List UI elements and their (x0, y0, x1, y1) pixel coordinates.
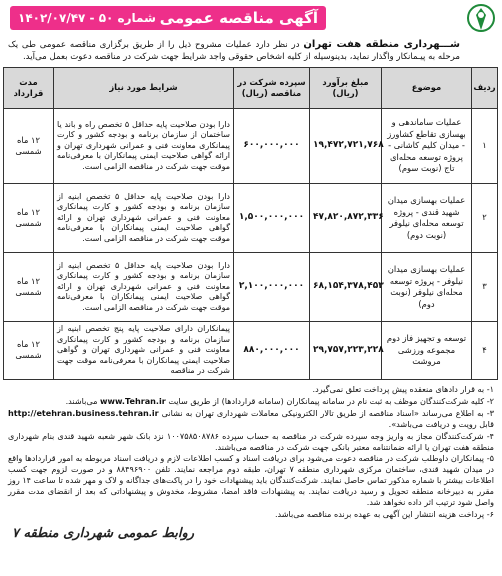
municipality-logo-icon (466, 3, 496, 35)
table-row (4, 253, 498, 322)
col-header-deposit: سپرده شرکت در مناقصه (ریال) (234, 68, 310, 109)
row-estimate: ۴۷,۸۲۰,۸۷۲,۳۳۶ (310, 184, 382, 253)
table-row (4, 322, 498, 380)
row-number: ۳ (472, 253, 498, 322)
note-1: ۱- به قرار دادهای منعقده پیش پرداخت تعلق نمی‌گیرد. (312, 383, 494, 394)
col-header-subject: موضوع (382, 68, 472, 109)
notes-section (8, 384, 494, 520)
row-number: ۱ (472, 109, 498, 184)
tehran-site-link[interactable]: www.Tehran.ir (100, 395, 166, 406)
row-deposit: ۱,۵۰۰,۰۰۰,۰۰۰ (234, 184, 310, 253)
row-duration: ۱۲ ماه شمسی (4, 322, 54, 380)
col-header-conditions: شرایط مورد نیاز (54, 68, 234, 109)
notice-number: شماره ۵۰ - ۱۴۰۲/۰۷/۴۷ (18, 11, 156, 25)
row-subject: عملیات بهسازی میدان نیلوفر - پروژه توسعه محله‌ای نیلوفر (نوبت دوم) (382, 253, 472, 322)
row-deposit: ۸۸۰,۰۰۰,۰۰۰ (234, 322, 310, 380)
tender-table (3, 67, 498, 380)
note-5: ۵- پیمانکاران داوطلب شرکت در مناقصه دعوت می‌شود برای دریافت اسناد و کسب اطلاعات لازم و دریافت اسناد مربوطه به امور قراردادها واقع در میدان شهید قندی، ساختمان مرکزی شهرداری منطقه ۷ تهران، طبقه دوم مراجعه نمایند. تلفن ۸۸۴۹۶۹۰۰ و در صورت لزوم جهت کسب اطلاعات بیشتر با شماره مذکور تماس حاصل نمایند. شرکت‌کنندگان باید پیشنهادات خود را در پاکت‌های جداگانه و لاک و مهر شده تا ساعت ۱۴ روز مقرر به دبیرخانه منطقه تحویل و رسید دریافت نمایند. به پیشنهادات فاقد امضا، مشروط، مخدوش و پیشنهاداتی که بعد از انقضای مدت مقرر واصل شود ترتیب اثر داده نخواهد شد. (8, 453, 494, 508)
row-estimate: ۲۹,۷۵۷,۲۲۳,۲۲۸ (310, 322, 382, 380)
intro-lead: شـــهرداری منطقه هفت تهران (303, 39, 460, 50)
row-conditions: پیمانکاران دارای صلاحیت پایه پنج تخصص ابنیه از سازمان برنامه و بودجه کشور و کارت پیمانکاری معاونت فنی و عمرانی شهرداری تهران و گواهی صلاحیت ایمنی پیمانکاران با معرفی‌نامه موقت جهت شرکت در مناقصه (54, 322, 234, 380)
row-duration: ۱۲ ماه شمسی (4, 184, 54, 253)
row-deposit: ۲,۱۰۰,۰۰۰,۰۰۰ (234, 253, 310, 322)
note-2-end: می‌باشند. (65, 395, 98, 406)
intro-body: در نظر دارد عملیات مشروح ذیل را از طریق برگزاری مناقصه عمومی طی یک مرحله به پیـمانکار واگذار نماید، بدینوسیله از کلیه اشخاص حقوقی واجد شرایط جهت شرکت در مناقصه دعوت بعمل می‌آید. (8, 40, 460, 62)
row-conditions: دارا بودن صلاحیت پایه حداقل ۵ تخصص ابنیه از سازمان برنامه و بودجه کشور و کارت پیمانکاری معاونت فنی و عمرانی شهرداری تهران و ارائه گواهی صلاحیت ایمنی پیمانکاران با معرفی‌نامه موقت جهت شرکت در مناقصه الزامی است. (54, 184, 234, 253)
note-3-text: ۳- به اطلاع می‌رساند «اسناد مناقصه از طریق تالار الکترونیکی معاملات شهرداری تهران به نشانی (161, 407, 494, 418)
note-3 (8, 408, 494, 430)
table-row (4, 184, 498, 253)
row-estimate: ۱۹,۴۷۲,۷۲۱,۷۶۸ (310, 109, 382, 184)
col-header-row-number: ردیف (472, 68, 498, 109)
note-6: ۶- پرداخت هزینه انتشار این آگهی به عهده برنده مناقصه می‌باشد. (274, 508, 494, 519)
table-row (4, 109, 498, 184)
row-duration: ۱۲ ماه شمسی (4, 253, 54, 322)
public-relations-signature: روابط عمومی شهرداری منطقه ۷ (12, 525, 195, 541)
note-2-text: ۲- کلیه شرکت‌کنندگان موظف به ثبت نام در سامانه پیمانکاران (سامانه قراردادها) از طریق سایت (168, 395, 494, 406)
row-deposit: ۶۰۰,۰۰۰,۰۰۰ (234, 109, 310, 184)
row-duration: ۱۲ ماه شمسی (4, 109, 54, 184)
notice-header (4, 3, 498, 37)
row-conditions: دارا بودن صلاحیت پایه حداقل ۵ تخصص راه و باند یا ساختمان از سازمان برنامه و بودجه کشور و کارت پیمانکاری معاونت فنی و عمرانی شهرداری تهران و ارائه گواهی صلاحیت ایمنی پیمانکاران با معرفی‌نامه موقت جهت شرکت در مناقصه الزامی است. (54, 109, 234, 184)
title-banner (10, 6, 326, 30)
footer (4, 526, 498, 541)
etehran-portal-link[interactable]: http://etehran.business.tehran.ir (8, 407, 159, 418)
row-subject: توسعه و تجهیز فاز دوم مجموعه ورزشی مروشت (382, 322, 472, 380)
table-header-row (4, 68, 498, 109)
notice-title: آگهی مناقصه عمومی (159, 9, 318, 27)
row-number: ۲ (472, 184, 498, 253)
col-header-estimate: مبلغ برآورد (ریال) (310, 68, 382, 109)
row-number: ۴ (472, 322, 498, 380)
intro-paragraph (8, 39, 460, 63)
row-subject: عملیات ساماندهی و بهسازی تقاطع کشاورز - میدان کلیم کاشانی - پروژه توسعه محله‌ای تاج (نوبت سوم) (382, 109, 472, 184)
note-4: ۴- شرکت‌کنندگان مجاز به واریز وجه سپرده شرکت در مناقصه به حساب سپرده ۱۰۰۷۵۸۵۰۸۷۸۶ نزد بانک شهر شعبه شهید قندی بنام شهرداری منطقه هفت تهران یا ارائه ضمانتنامه معتبر بانکی جهت شرکت در مناقصه می‌باشند. (8, 430, 494, 452)
note-3-end: قابل رویت و دریافت می‌باشد». (388, 418, 494, 429)
row-subject: عملیات بهسازی میدان شهید قندی - پروژه توسعه محله‌ای نیلوفر (نوبت دوم) (382, 184, 472, 253)
row-conditions: دارا بودن صلاحیت پایه حداقل ۵ تخصص ابنیه از سازمان برنامه و بودجه کشور و کارت پیمانکاری معاونت فنی و عمرانی شهرداری تهران و ارائه گواهی صلاحیت ایمنی پیمانکاران با معرفی‌نامه موقت جهت شرکت در مناقصه الزامی است. (54, 253, 234, 322)
row-estimate: ۶۸,۱۵۴,۳۷۸,۴۵۳ (310, 253, 382, 322)
note-2 (8, 396, 494, 407)
col-header-duration: مدت قرارداد (4, 68, 54, 109)
